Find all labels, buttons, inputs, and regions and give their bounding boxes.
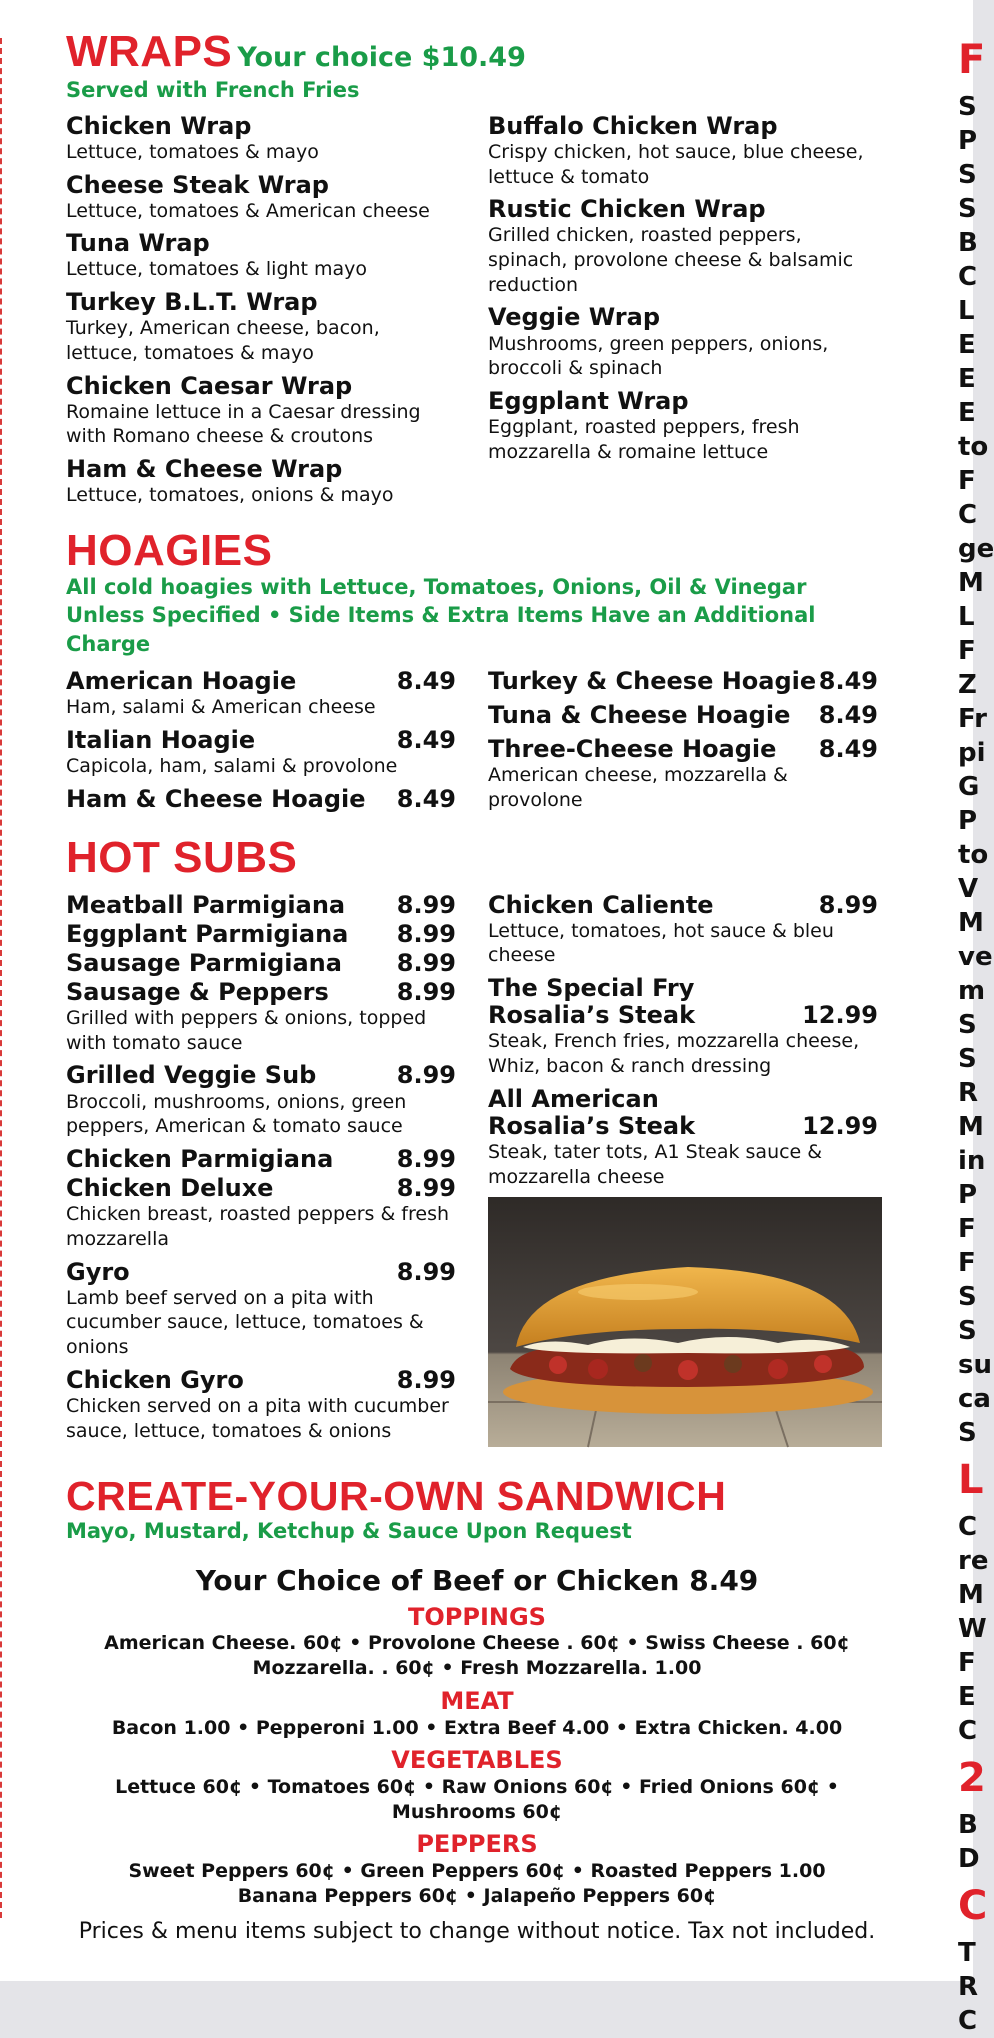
strip-fragment: F — [958, 466, 976, 496]
strip-fragment: M — [958, 908, 984, 938]
menu-item — [66, 289, 456, 365]
option-line: Lettuce 60¢ • Tomatoes 60¢ • Raw Onions 60¢ • Fried Onions 60¢ • Mushrooms 60¢ — [115, 1776, 839, 1823]
item-desc: Lettuce, tomatoes, onions & mayo — [66, 484, 394, 507]
strip-fragment: S — [958, 1316, 977, 1346]
item-desc: Lettuce, tomatoes & light mayo — [66, 258, 368, 281]
item-name: All American Rosalia’s Steak — [488, 1084, 696, 1140]
hoagies-title: HOAGIES — [66, 525, 273, 575]
menu-item — [488, 702, 878, 729]
item-price: 8.49 — [396, 725, 456, 754]
strip-fragment: P — [958, 1180, 978, 1210]
option-group — [66, 1746, 888, 1824]
strip-fragment: E — [958, 398, 976, 428]
strip-fragment: M — [958, 1112, 984, 1142]
wraps-left-column — [66, 113, 456, 515]
strip-fragment: T — [958, 1938, 976, 1968]
item-price: 8.99 — [396, 1257, 456, 1286]
strip-fragment: C — [958, 1883, 988, 1929]
strip-fragment: D — [958, 1844, 980, 1874]
item-price: 8.99 — [396, 919, 456, 948]
item-name: Chicken Parmigiana — [66, 1144, 334, 1173]
strip-fragment: C — [958, 1716, 978, 1746]
strip-fragment: E — [958, 330, 976, 360]
item-name: Tuna Wrap — [66, 229, 210, 258]
strip-fragment: M — [958, 568, 984, 598]
item-name: Sausage Parmigiana — [66, 948, 342, 977]
dashed-fold-line — [0, 38, 2, 1918]
menu-item — [66, 172, 456, 224]
strip-fragment: ge — [958, 534, 994, 564]
item-desc: Crispy chicken, hot sauce, blue cheese, lettuce & tomato — [488, 140, 864, 188]
option-line: Mozzarella. . 60¢ • Fresh Mozzarella. 1.00 — [252, 1657, 702, 1680]
create-subtitle: Mayo, Mustard, Ketchup & Sauce Upon Request — [66, 1519, 632, 1544]
strip-fragment: R — [958, 1078, 979, 1108]
item-price: 8.99 — [818, 890, 878, 919]
strip-fragment: Z — [958, 670, 977, 700]
option-group-label: PEPPERS — [416, 1830, 538, 1859]
menu-item — [488, 975, 878, 1079]
item-price: 8.49 — [396, 666, 456, 695]
item-name: Italian Hoagie — [66, 725, 256, 754]
item-price: 8.99 — [396, 948, 456, 977]
item-name: Rustic Chicken Wrap — [488, 195, 766, 224]
item-name: Sausage & Peppers — [66, 978, 329, 1006]
option-line: Sweet Peppers 60¢ • Green Peppers 60¢ • Roasted Peppers 1.00 — [128, 1860, 826, 1883]
item-price: 8.99 — [396, 890, 456, 919]
strip-fragment: ca — [958, 1384, 991, 1414]
menu-item — [66, 1259, 456, 1360]
menu-item — [488, 892, 878, 968]
strip-fragment: E — [958, 1682, 976, 1712]
strip-fragment: S — [958, 1418, 977, 1448]
item-desc: Steak, tater tots, A1 Steak sauce & mozzarella cheese — [488, 1140, 823, 1188]
item-desc: Lettuce, tomatoes, hot sauce & bleu cheese — [488, 919, 834, 967]
strip-fragment: R — [958, 1972, 979, 2002]
item-name: Gyro — [66, 1257, 130, 1286]
item-desc: Romaine lettuce in a Caesar dressing with Romano cheese & croutons — [66, 400, 421, 448]
wraps-section — [66, 27, 888, 515]
sandwich-photo — [488, 1197, 882, 1447]
hot-subs-section — [66, 832, 888, 1451]
hoagies-subtitle: All cold hoagies with Lettuce, Tomatoes, Onions, Oil & Vinegar Unless Specified • Side Items & Extra Items Have an Additional Charge — [66, 574, 816, 656]
item-price: 12.99 — [802, 1111, 878, 1140]
strip-fragment: F — [958, 1248, 976, 1278]
strip-fragment: su — [958, 1350, 992, 1380]
item-price: 8.99 — [396, 1365, 456, 1394]
strip-fragment: C — [958, 500, 978, 530]
strip-fragment: C — [958, 262, 978, 292]
strip-fragment: S — [958, 160, 977, 190]
strip-fragment: pi — [958, 738, 986, 768]
option-line: Bacon 1.00 • Pepperoni 1.00 • Extra Beef 4.00 • Extra Chicken. 4.00 — [111, 1716, 843, 1739]
strip-fragment: G — [958, 772, 980, 802]
item-price: 12.99 — [802, 1001, 878, 1030]
menu-item — [66, 727, 456, 779]
item-name: Ham & Cheese Hoagie — [66, 784, 366, 813]
item-name: Meatball Parmigiana — [66, 890, 346, 919]
menu-item — [66, 230, 456, 282]
menu-item — [66, 786, 456, 813]
item-price: 8.49 — [818, 735, 878, 764]
hoagies-left-column — [66, 668, 456, 820]
strip-fragment: to — [958, 840, 989, 870]
item-price: 8.99 — [396, 1144, 456, 1173]
menu-item — [66, 979, 456, 1055]
item-desc: Steak, French fries, mozzarella cheese, Whiz, bacon & ranch dressing — [488, 1030, 860, 1078]
item-name: Cheese Steak Wrap — [66, 170, 329, 199]
menu-item — [66, 950, 456, 977]
item-desc: Eggplant, roasted peppers, fresh mozzarella & romaine lettuce — [488, 416, 800, 463]
menu-item — [66, 1062, 456, 1138]
strip-fragment: V — [958, 874, 979, 904]
strip-fragment: m — [958, 976, 986, 1006]
hot-subs-left-column — [66, 892, 456, 1451]
item-price: 8.49 — [818, 701, 878, 730]
item-name: Ham & Cheese Wrap — [66, 455, 343, 484]
item-desc: Mushrooms, green peppers, onions, broccoli & spinach — [488, 332, 829, 380]
item-desc: Lettuce, tomatoes & American cheese — [66, 199, 430, 222]
menu-content — [66, 27, 888, 1944]
strip-fragment: C — [958, 1512, 978, 1542]
menu-item — [66, 1367, 456, 1443]
item-name: Eggplant Wrap — [488, 386, 689, 415]
item-price: 8.99 — [396, 978, 456, 1006]
item-desc: Broccoli, mushrooms, onions, green peppers, American & tomato sauce — [66, 1090, 407, 1138]
menu-item — [66, 1175, 456, 1251]
item-name: The Special Fry Rosalia’s Steak — [488, 974, 696, 1030]
item-desc: Grilled chicken, roasted peppers, spinach, provolone cheese & balsamic reduction — [488, 224, 854, 296]
strip-fragment: S — [958, 1282, 977, 1312]
wraps-right-column — [488, 113, 878, 515]
strip-fragment: C — [958, 2006, 978, 2036]
strip-fragment: B — [958, 1810, 978, 1840]
option-line: American Cheese. 60¢ • Provolone Cheese . 60¢ • Swiss Cheese . 60¢ — [104, 1632, 850, 1655]
hot-subs-right-column — [488, 892, 878, 1451]
strip-fragment: P — [958, 126, 978, 156]
item-price: 8.99 — [396, 1061, 456, 1090]
strip-fragment: L — [958, 1457, 984, 1503]
option-group-label: VEGETABLES — [391, 1746, 563, 1775]
menu-item — [488, 113, 878, 189]
strip-fragment: F — [958, 1214, 976, 1244]
strip-fragment: Fr — [958, 704, 987, 734]
strip-fragment: L — [958, 296, 975, 326]
item-desc: Chicken breast, roasted peppers & fresh mozzarella — [66, 1203, 450, 1250]
option-group — [66, 1830, 888, 1908]
strip-fragment: P — [958, 806, 978, 836]
strip-fragment: S — [958, 194, 977, 224]
option-group-label: MEAT — [440, 1686, 514, 1715]
item-name: Chicken Caesar Wrap — [66, 371, 353, 400]
menu-item — [66, 892, 456, 919]
wraps-price-note: Your choice $10.49 — [237, 42, 526, 73]
menu-item — [66, 668, 456, 720]
item-desc: American cheese, mozzarella & provolone — [488, 764, 788, 811]
hot-subs-title: HOT SUBS — [66, 832, 298, 882]
item-name: Chicken Caliente — [488, 890, 714, 919]
item-desc: Turkey, American cheese, bacon, lettuce, tomatoes & mayo — [66, 317, 380, 364]
strip-fragment: S — [958, 1010, 977, 1040]
menu-item — [66, 1146, 456, 1173]
item-desc: Lamb beef served on a pita with cucumber sauce, lettuce, tomatoes & onions — [66, 1286, 424, 1359]
item-name: Chicken Gyro — [66, 1365, 244, 1394]
item-price: 8.49 — [396, 784, 456, 813]
menu-item — [66, 113, 456, 165]
option-line: Banana Peppers 60¢ • Jalapeño Peppers 60¢ — [237, 1884, 717, 1907]
item-name: Tuna & Cheese Hoagie — [488, 701, 791, 730]
item-name: Veggie Wrap — [488, 303, 661, 332]
strip-fragment: in — [958, 1146, 986, 1176]
menu-item — [488, 388, 878, 464]
option-group — [66, 1687, 888, 1740]
menu-item — [488, 1086, 878, 1190]
next-page-strip — [958, 30, 994, 2038]
item-price: 8.99 — [396, 1174, 456, 1203]
wraps-subtitle: Served with French Fries — [66, 78, 360, 103]
item-name: Turkey & Cheese Hoagie — [488, 666, 817, 695]
item-name: Chicken Wrap — [66, 111, 252, 140]
strip-fragment: 2 — [958, 1755, 986, 1801]
menu-item — [488, 668, 878, 695]
strip-fragment: F — [958, 636, 976, 666]
footer-disclaimer: Prices & menu items subject to change without notice. Tax not included. — [78, 1918, 876, 1944]
item-name: Eggplant Parmigiana — [66, 919, 349, 948]
item-desc: Capicola, ham, salami & provolone — [66, 754, 398, 777]
strip-fragment: S — [958, 1044, 977, 1074]
strip-fragment: M — [958, 1580, 984, 1610]
strip-fragment: E — [958, 364, 976, 394]
item-name: Chicken Deluxe — [66, 1174, 274, 1203]
item-name: Turkey B.L.T. Wrap — [66, 288, 318, 317]
hoagies-section — [66, 525, 888, 820]
menu-item — [66, 373, 456, 449]
hoagies-right-column — [488, 668, 878, 820]
strip-fragment: F — [958, 37, 986, 83]
wraps-title: WRAPS — [66, 27, 233, 76]
menu-item — [66, 921, 456, 948]
strip-fragment: ve — [958, 942, 993, 972]
menu-item — [66, 456, 456, 508]
strip-fragment: B — [958, 228, 978, 258]
item-name: Grilled Veggie Sub — [66, 1061, 317, 1090]
menu-item — [488, 736, 878, 812]
menu-item — [488, 196, 878, 297]
strip-fragment: F — [958, 1648, 976, 1678]
strip-fragment: to — [958, 432, 989, 462]
item-price: 8.49 — [818, 666, 878, 695]
item-name: Buffalo Chicken Wrap — [488, 111, 778, 140]
create-choice: Your Choice of Beef or Chicken 8.49 — [195, 1563, 759, 1597]
option-group — [66, 1603, 888, 1681]
strip-fragment: S — [958, 92, 977, 122]
item-desc: Chicken served on a pita with cucumber sauce, lettuce, tomatoes & onions — [66, 1394, 449, 1442]
item-desc: Lettuce, tomatoes & mayo — [66, 140, 319, 163]
strip-fragment: re — [958, 1546, 989, 1576]
create-your-own-section — [66, 1473, 888, 1944]
strip-fragment: W — [958, 1614, 987, 1644]
item-desc: Grilled with peppers & onions, topped with tomato sauce — [66, 1007, 427, 1054]
item-name: Three-Cheese Hoagie — [488, 735, 777, 764]
item-name: American Hoagie — [66, 666, 297, 695]
menu-item — [488, 304, 878, 380]
item-desc: Ham, salami & American cheese — [66, 696, 376, 719]
create-title: CREATE-YOUR-OWN SANDWICH — [66, 1473, 727, 1520]
strip-fragment: L — [958, 602, 975, 632]
option-group-label: TOPPINGS — [408, 1602, 546, 1631]
